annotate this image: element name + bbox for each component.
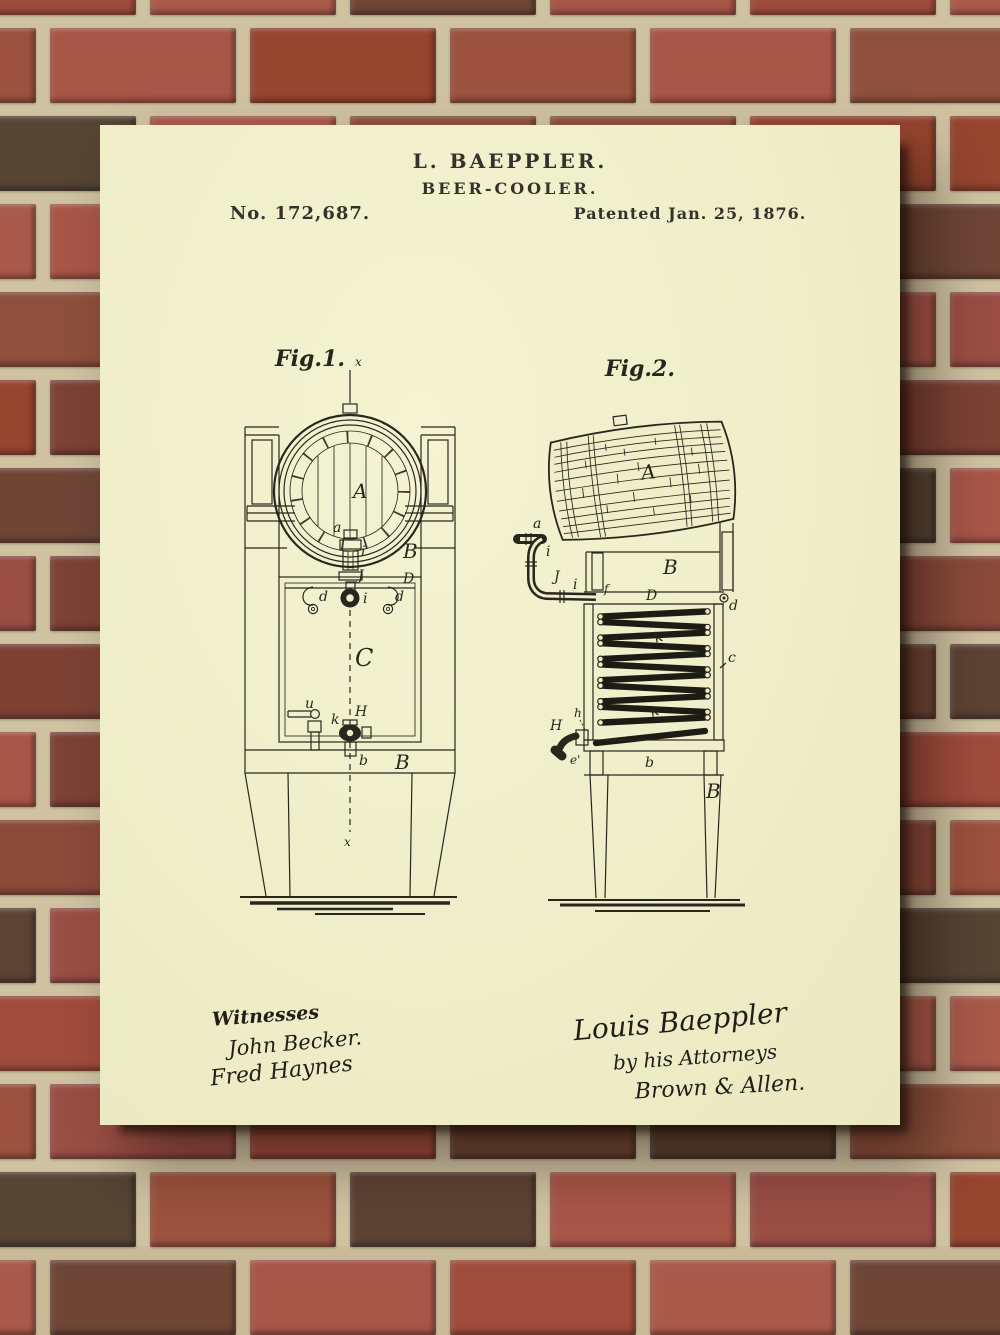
fig2-label-h: h [574,706,582,720]
fig2-cooler-box [570,604,736,767]
patent-poster [100,125,900,1125]
fig2-label-c: c [728,650,736,666]
brick [0,732,36,807]
fig2-label-k2: k [647,702,662,721]
brick [0,204,36,279]
brick [550,0,736,15]
fig1-title: Fig.1. [275,346,345,372]
brick [450,1260,636,1335]
fig1-label-d2: d [395,589,404,605]
fig2-label-i2: i [573,577,578,593]
brick [450,28,636,103]
fig2-label-B2: B [706,779,721,803]
fig2-label-D: D [646,588,658,604]
brick [850,28,1000,103]
brick [250,1260,436,1335]
fig2-label-A: A [639,459,657,485]
brick [950,468,1000,543]
brick [0,1260,36,1335]
brick [350,0,536,15]
witnesses-heading: Witnesses [211,1001,320,1031]
brick [950,1172,1000,1247]
fig1-label-i2: i [363,591,368,607]
brick [850,1260,1000,1335]
fig1-label-i: i [361,544,366,560]
fig2-label-B: B [663,555,678,579]
fig2-label-H: H [550,718,563,734]
fig1-drain-taps [288,696,371,756]
brick [0,556,36,631]
brick [0,28,36,103]
fig1-label-a: a [333,520,342,536]
fig1-label-A: A [353,479,368,503]
fig2-title: Fig.2. [605,356,675,382]
brick [50,1260,236,1335]
fig1-axis-bottom-label: x [344,835,351,849]
fig2-top-rail [584,582,738,614]
brick [650,28,836,103]
fig2-label-i: i [546,544,551,560]
fig1-label-u: u [305,696,315,712]
brick [950,996,1000,1071]
brick [0,1172,136,1247]
fig1-label-B2: B [395,750,410,774]
brick [650,1260,836,1335]
brick [950,820,1000,895]
fig2-label-d: d [729,598,738,614]
brick [50,28,236,103]
brick [0,380,36,455]
brick [750,0,936,15]
brick [150,1172,336,1247]
brick [750,1172,936,1247]
figure-2-drawing [500,340,790,920]
fig2-label-f: f [604,582,609,596]
fig1-label-B: B [403,539,418,563]
brick [0,908,36,983]
patent-title: BEER-COOLER. [421,179,599,198]
brick [950,292,1000,367]
fig1-base [240,750,457,914]
fig2-label-e-prime: e' [570,753,581,767]
brick [350,1172,536,1247]
attorney-line: by his Attorneys [612,1039,778,1075]
fig2-base [548,751,745,911]
brick [150,0,336,15]
fig1-label-d: d [319,589,328,605]
fig1-label-k: k [331,712,340,728]
witness-signature-1: John Becker. [227,1025,363,1061]
fig2-label-k: k [651,628,666,647]
fig1-label-b: b [359,753,368,769]
brick [0,0,136,15]
fig1-label-H: H [355,704,368,720]
fig1-label-D: D [403,571,415,587]
brick [950,116,1000,191]
fig2-outlet-tap [549,706,588,756]
fig2-barrel [542,403,740,546]
brick [950,0,1000,15]
witness-signature-2: Fred Haynes [209,1051,355,1092]
fig1-label-J: J [358,568,364,584]
inventor-signature: Louis Baeppler [571,995,789,1048]
brick [0,1084,36,1159]
patent-number: No. 172,687. [229,203,371,224]
patent-date: Patented Jan. 25, 1876. [573,204,807,223]
fig1-label-C: C [355,644,374,672]
brick [550,1172,736,1247]
fig2-label-J: J [554,569,560,585]
brick [950,644,1000,719]
attorney-names-signature: Brown & Allen. [634,1070,806,1105]
inventor-name: L. BAEPPLER. [412,149,608,173]
fig2-coil [596,612,705,744]
fig1-axis-top-label: x [355,355,362,369]
fig2-label-b: b [645,755,654,771]
figure-1-drawing [195,340,485,920]
fig2-label-a: a [533,516,542,532]
brick [250,28,436,103]
